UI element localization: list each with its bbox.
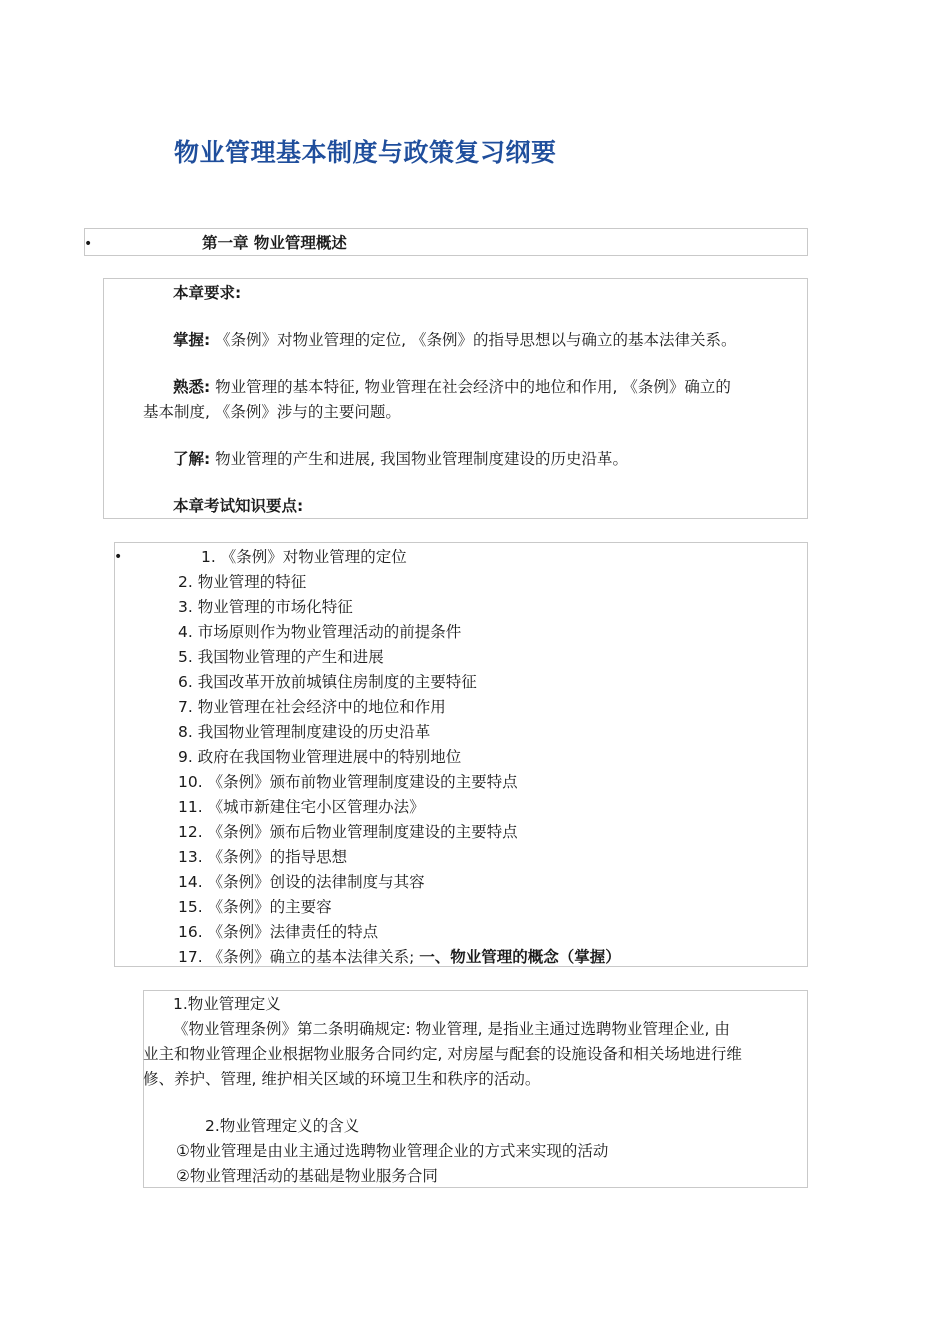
requirement-master (173, 333, 737, 349)
chapter-heading: 第一章 物业管理概述 (202, 234, 347, 252)
concept-heading: 一、物业管理的概念（掌握） (419, 948, 621, 966)
chapter-heading-box (84, 228, 808, 256)
familiar-text-2: 基本制度, 《条例》涉与的主要问题。 (143, 403, 401, 421)
chapter-bullet: • (84, 236, 93, 252)
list-item: 13. 《条例》的指导思想 (178, 848, 348, 866)
last-item-text: 17. 《条例》确立的基本法律关系; (178, 948, 415, 966)
meaning-item-1: ①物业管理是由业主通过选聘物业管理企业的方式来实现的活动 (176, 1142, 609, 1160)
requirements-heading: 本章要求: (173, 284, 242, 302)
list-item: 10. 《条例》颁布前物业管理制度建设的主要特点 (178, 773, 518, 791)
meaning-heading: 2.物业管理定义的含义 (205, 1117, 360, 1135)
definition-para-1: 《物业管理条例》第二条明确规定: 物业管理, 是指业主通过选聘物业管理企业, 由 (173, 1020, 730, 1038)
list-item: 4. 市场原则作为物业管理活动的前提条件 (178, 623, 462, 641)
document-title: 物业管理基本制度与政策复习纲要 (174, 138, 557, 167)
master-text: 《条例》对物业管理的定位, 《条例》的指导思想以与确立的基本法律关系。 (215, 331, 737, 349)
list-item-last (178, 948, 621, 973)
list-item: 15. 《条例》的主要容 (178, 898, 332, 916)
list-item: 1. 《条例》对物业管理的定位 (201, 548, 407, 566)
definition-heading: 1.物业管理定义 (173, 995, 281, 1013)
understand-label: 了解: (173, 450, 211, 468)
meaning-item-2: ②物业管理活动的基础是物业服务合同 (176, 1167, 438, 1185)
understand-text: 物业管理的产生和进展, 我国物业管理制度建设的历史沿革。 (215, 450, 628, 468)
knowledge-points-list (178, 548, 621, 973)
list-item: 6. 我国改革开放前城镇住房制度的主要特征 (178, 673, 477, 691)
list-item: 5. 我国物业管理的产生和进展 (178, 648, 384, 666)
familiar-text-1: 物业管理的基本特征, 物业管理在社会经济中的地位和作用, 《条例》确立的 (215, 378, 731, 396)
list-item: 2. 物业管理的特征 (178, 573, 307, 591)
points-heading: 本章考试知识要点: (173, 497, 304, 515)
points-bullet: • (114, 549, 123, 565)
requirements-box (103, 278, 808, 519)
master-label: 掌握: (173, 331, 211, 349)
requirement-understand (173, 452, 628, 468)
list-item: 3. 物业管理的市场化特征 (178, 598, 353, 616)
definition-para-2: 业主和物业管理企业根据物业服务合同约定, 对房屋与配套的设施设备和相关场地进行维 (143, 1045, 742, 1063)
list-item: 9. 政府在我国物业管理进展中的特别地位 (178, 748, 462, 766)
list-item: 8. 我国物业管理制度建设的历史沿革 (178, 723, 431, 741)
familiar-label: 熟悉: (173, 378, 211, 396)
list-item: 12. 《条例》颁布后物业管理制度建设的主要特点 (178, 823, 518, 841)
list-item: 16. 《条例》法律责任的特点 (178, 923, 379, 941)
definition-para-3: 修、养护、管理, 维护相关区域的环境卫生和秩序的活动。 (143, 1070, 541, 1088)
list-item: 14. 《条例》创设的法律制度与其容 (178, 873, 425, 891)
list-item: 7. 物业管理在社会经济中的地位和作用 (178, 698, 446, 716)
list-item: 11. 《城市新建住宅小区管理办法》 (178, 798, 425, 816)
requirement-familiar (173, 380, 731, 396)
